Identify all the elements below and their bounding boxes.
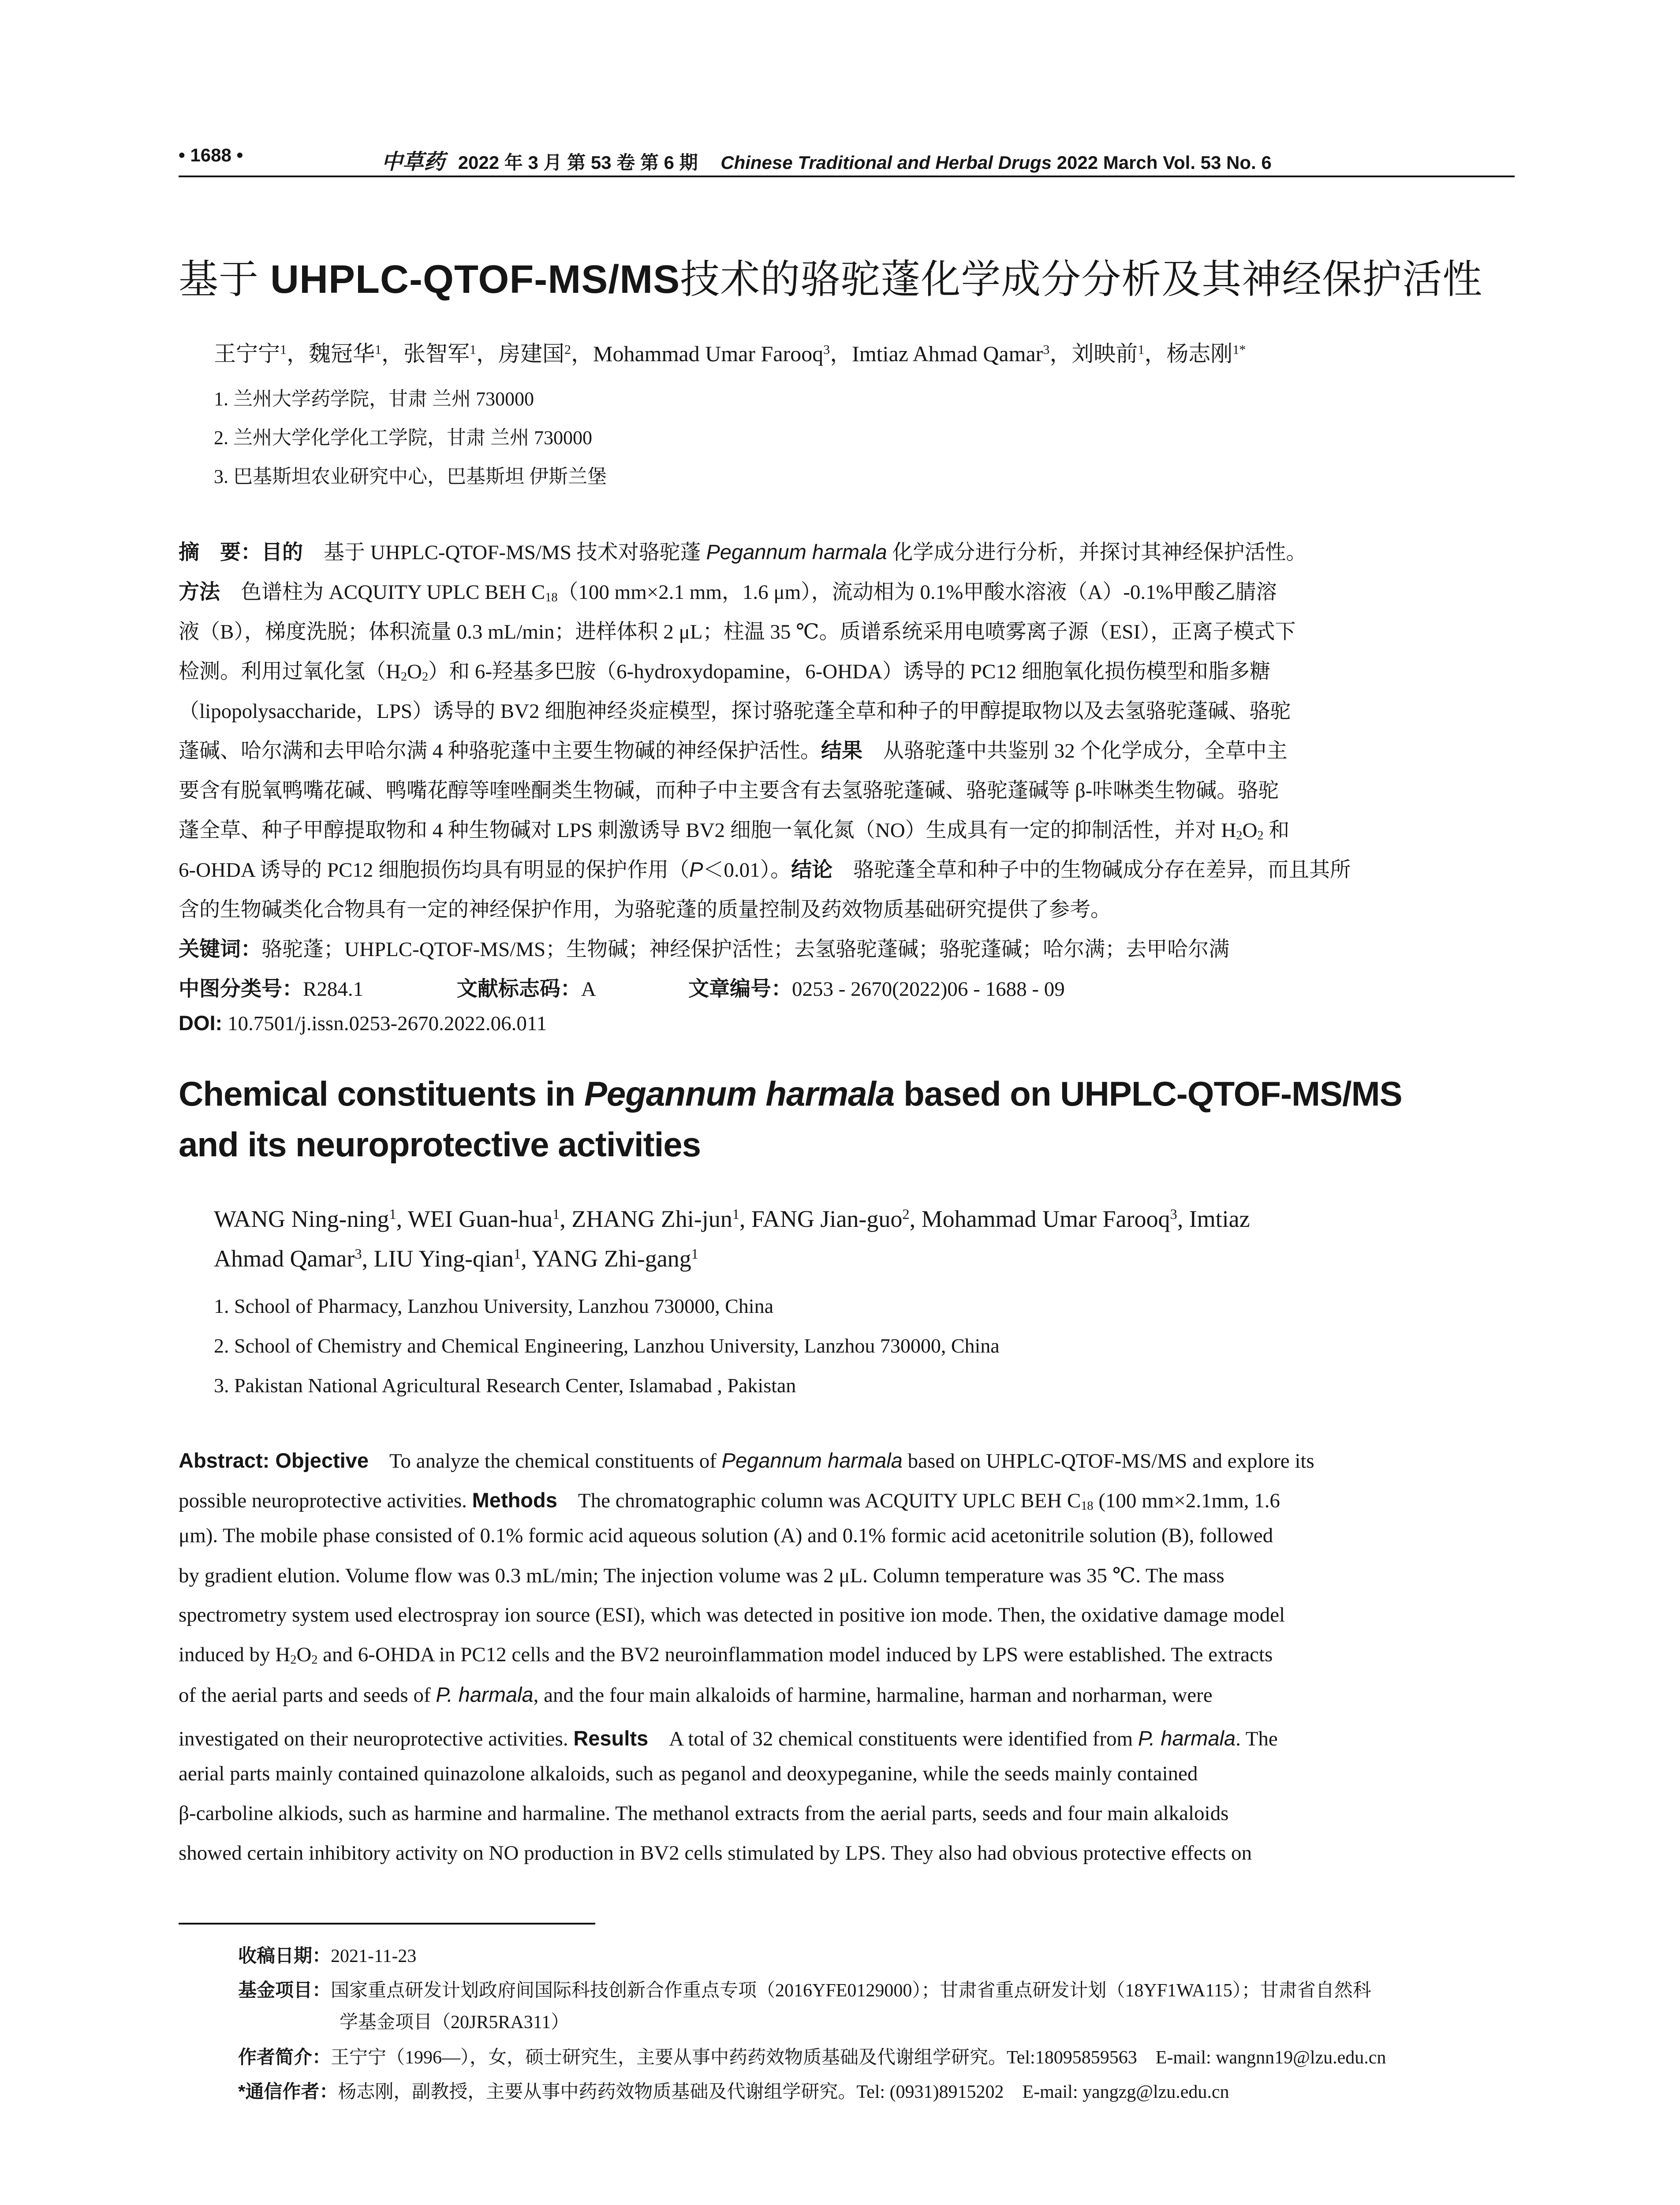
- doc-code-label: 文献标志码：: [456, 977, 581, 1000]
- text: （100 mm×2.1 mm，1.6 μm），流动相为 0.1%甲酸水溶液（A）-0.1%甲酸乙腈溶: [557, 581, 1277, 604]
- affiliation-cn-2: 2. 兰州大学化学化工学院，甘肃 兰州 730000: [214, 427, 592, 448]
- fund-label: 基金项目：: [238, 1980, 331, 2000]
- corresponding-value: 杨志刚，副教授，主要从事中药药效物质基础及代谢组学研究。Tel: (0931)8915202 E-mail: yangzg@lzu.edu.cn: [338, 2082, 1229, 2102]
- text: 和: [1263, 819, 1290, 842]
- author-bio: [238, 2043, 1386, 2069]
- conclusion-label: 结论: [791, 858, 833, 881]
- author-name: , Mohammad Umar Farooq: [909, 1206, 1170, 1232]
- author-sup: 2: [902, 1207, 910, 1223]
- affiliation-en-2: 2. School of Chemistry and Chemical Engineering, Lanzhou University, Lanzhou 730000, China: [214, 1334, 1000, 1357]
- text: 蓬碱、哈尔满和去甲哈尔满 4 种骆驼蓬中主要生物碱的神经保护活性。: [179, 740, 821, 762]
- journal-line: [381, 145, 1272, 175]
- text: O: [407, 660, 422, 683]
- text: A total of 32 chemical constituents were identified from: [648, 1727, 1138, 1750]
- affiliation-en-1: 1. School of Pharmacy, Lanzhou University, Lanzhou 730000, China: [214, 1295, 773, 1317]
- text: 骆驼蓬全草和种子中的生物碱成分存在差异，而且其所: [833, 859, 1351, 882]
- clc-value: R284.1: [303, 978, 364, 1001]
- affiliation-cn-1: 1. 兰州大学药学院，甘肃 兰州 730000: [214, 388, 534, 410]
- text: based on UHPLC-QTOF-MS/MS and explore its: [902, 1450, 1314, 1472]
- abstract-cn-line: [179, 655, 1515, 684]
- corresponding-author: [238, 2077, 1229, 2104]
- abstract-label: 摘 要：: [179, 540, 261, 564]
- article-no-value: 0253 - 2670(2022)06 - 1688 - 09: [791, 978, 1065, 1001]
- methods-en-label: Methods: [472, 1488, 557, 1512]
- abstract-cn-line: [179, 734, 1515, 764]
- page-number: • 1688 •: [179, 145, 243, 165]
- author-name: 王宁宁: [214, 341, 280, 366]
- text: 色谱柱为 ACQUITY UPLC BEH C: [220, 581, 545, 604]
- text: ＜0.01）。: [703, 859, 791, 882]
- text: . The: [1236, 1727, 1278, 1750]
- species-name: Pegannum harmala: [584, 1074, 895, 1113]
- species-name: Pegannum harmala: [721, 1449, 903, 1472]
- text: and 6-OHDA in PC12 cells and the BV2 neuroinflammation model induced by LPS were established. The extracts: [317, 1643, 1273, 1666]
- author-name: WANG Ning-ning: [214, 1206, 389, 1232]
- text: based on UHPLC-QTOF-MS/MS: [894, 1074, 1402, 1113]
- author-name: , Imtiaz: [1177, 1206, 1250, 1232]
- text: 从骆驼蓬中共鉴别 32 个化学成分，全草中主: [862, 740, 1288, 762]
- en-title-line-2: and its neuroprotective activities: [179, 1125, 701, 1164]
- abstract-cn-line: [179, 536, 1515, 565]
- author-name: Imtiaz Ahmad Qamar: [852, 341, 1043, 366]
- abstract-en-line: by gradient elution. Volume flow was 0.3 mL/min; The injection volume was 2 μL. Column temperature was 35 ℃. The mass: [179, 1564, 1225, 1587]
- cn-title-prefix: 基于: [179, 258, 271, 302]
- text: O: [296, 1643, 312, 1666]
- cn-issue: 2022 年 3 月 第 53 卷 第 6 期: [458, 152, 698, 173]
- cn-title-suffix: 技术的骆驼蓬化学成分分析及其神经保护活性: [680, 258, 1483, 302]
- author-sup: 1*: [1232, 342, 1246, 357]
- author-sup: 3: [1043, 342, 1050, 357]
- text: (100 mm×2.1mm, 1.6: [1093, 1489, 1280, 1512]
- en-journal-name: Chinese Traditional and Herbal Drugs: [721, 152, 1052, 173]
- doi-value: 10.7501/j.issn.0253-2670.2022.06.011: [222, 1012, 547, 1035]
- footnote-rule: [179, 1923, 595, 1925]
- cn-title: [179, 247, 1482, 304]
- keywords-text: 骆驼蓬；UHPLC-QTOF-MS/MS；生物碱；神经保护活性；去氢骆驼蓬碱；骆驼蓬碱；哈尔满；去甲哈尔满: [261, 938, 1230, 961]
- running-header: [179, 145, 1515, 174]
- subscript: 2: [311, 1653, 318, 1667]
- text: induced by H: [179, 1643, 291, 1666]
- en-title-line-1: [179, 1074, 1402, 1114]
- methods-label: 方法: [179, 580, 220, 603]
- fund-line-2: 学基金项目（20JR5RA311）: [340, 2012, 570, 2033]
- text: , and the four main alkaloids of harmine, harmaline, harman and norharman, were: [533, 1684, 1213, 1707]
- affiliation-en-3: 3. Pakistan National Agricultural Research Center, Islamabad , Pakistan: [214, 1374, 796, 1397]
- sep: ，: [1049, 341, 1072, 366]
- abstract-cn-line: [179, 576, 1515, 605]
- abstract-en-line: [179, 1643, 1515, 1667]
- text: 基于 UHPLC-QTOF-MS/MS 技术对骆驼蓬: [303, 541, 706, 564]
- abstract-en-line: showed certain inhibitory activity on NO production in BV2 cells stimulated by LPS. They also had obvious protective effects on: [179, 1842, 1252, 1865]
- author-bio-label: 作者简介：: [238, 2047, 331, 2067]
- abstract-cn-line: 要含有脱氧鸭嘴花碱、鸭嘴花醇等喹唑酮类生物碱，而种子中主要含有去氢骆驼蓬碱、骆驼蓬碱等 β-咔啉类生物碱。骆驼: [179, 779, 1279, 802]
- text: The chromatographic column was ACQUITY UPLC BEH C: [557, 1489, 1081, 1512]
- received-label: 收稿日期：: [238, 1945, 331, 1966]
- abstract-en-line: [179, 1484, 1515, 1514]
- author-name: Ahmad Qamar: [214, 1245, 355, 1272]
- sep: ，: [571, 341, 593, 366]
- abstract-cn-line: [179, 814, 1515, 843]
- fund-value: 国家重点研发计划政府间国际科技创新合作重点专项（2016YFE0129000）；甘肃省重点研发计划（18YF1WA115）；甘肃省自然科: [331, 1981, 1371, 2001]
- author-name: , FANG Jian-guo: [739, 1206, 903, 1232]
- subscript: 2: [1236, 829, 1243, 843]
- results-label: 结果: [821, 739, 862, 762]
- author-name: 房建国: [498, 341, 564, 366]
- abstract-cn-line: 含的生物碱类化合物具有一定的神经保护作用，为骆驼蓬的质量控制及药效物质基础研究提供了参考。: [179, 898, 1111, 921]
- p-value-symbol: P: [689, 858, 703, 881]
- journal-logo: 中草药: [381, 149, 445, 174]
- sep: ，: [830, 341, 852, 366]
- text: ）和 6-羟基多巴胺（6-hydroxydopamine，6-OHDA）诱导的 PC12 细胞氧化损伤模型和脂多糖: [428, 660, 1271, 683]
- author-name: 张智军: [403, 341, 470, 366]
- fund-line-1: [238, 1976, 1371, 2002]
- author-sup: 3: [355, 1246, 362, 1263]
- subscript: 2: [422, 670, 429, 684]
- abstract-en-line: β-carboline alkiods, such as harmine and harmaline. The methanol extracts from the aerial parts, seeds and four main alkaloids: [179, 1802, 1229, 1825]
- abstract-en-label: Abstract: Objective: [179, 1449, 369, 1472]
- objective-label: 目的: [261, 540, 303, 564]
- sep: ，: [476, 341, 498, 366]
- abstract-cn-line: 液（B），梯度洗脱；体积流量 0.3 mL/min；进样体积 2 μL；柱温 35 ℃。质谱系统采用电喷雾离子源（ESI），正离子模式下: [179, 620, 1296, 643]
- abstract-en-line: [179, 1682, 1515, 1707]
- cn-title-method: UHPLC-QTOF-MS/MS: [270, 258, 680, 302]
- author-sup: 3: [1170, 1207, 1177, 1223]
- author-sup: 1: [553, 1207, 560, 1223]
- abstract-en-line: [179, 1444, 1515, 1474]
- header-rule: [179, 176, 1515, 177]
- subscript: 2: [400, 670, 407, 684]
- classification-line: [179, 972, 1515, 1002]
- en-issue: 2022 March Vol. 53 No. 6: [1057, 152, 1272, 173]
- text: possible neuroprotective activities.: [179, 1489, 472, 1512]
- abstract-en-line: aerial parts mainly contained quinazolone alkaloids, such as peganol and deoxypeganine, while the seeds mainly contained: [179, 1762, 1198, 1785]
- author-bio-value: 王宁宁（1996—），女，硕士研究生，主要从事中药药效物质基础及代谢组学研究。Tel:18095859563 E-mail: wangnn19@lzu.edu.cn: [331, 2048, 1386, 2068]
- authors-en-line-2: [214, 1245, 698, 1272]
- text: 检测。利用过氧化氢（H: [179, 660, 401, 683]
- text: To analyze the chemical constituents of: [368, 1450, 722, 1472]
- author-sup: 1: [732, 1207, 739, 1223]
- author-sup: 3: [823, 342, 830, 357]
- author-name: , WEI Guan-hua: [396, 1206, 553, 1232]
- species-name: P. harmala: [1138, 1727, 1236, 1750]
- species-name: Pegannum harmala: [706, 540, 887, 564]
- author-name: Mohammad Umar Farooq: [593, 341, 824, 366]
- abstract-en-line: [179, 1722, 1515, 1752]
- author-name: 杨志刚: [1166, 341, 1233, 366]
- author-sup: 1: [375, 342, 381, 357]
- received-value: 2021-11-23: [331, 1946, 417, 1966]
- text: investigated on their neuroprotective activities.: [179, 1727, 574, 1750]
- doi-line: [179, 1011, 1515, 1035]
- doi-label: DOI:: [179, 1011, 223, 1035]
- subscript: 2: [290, 1653, 297, 1667]
- keywords-cn: [179, 933, 1515, 962]
- doc-code-value: A: [581, 978, 595, 1001]
- author-name: 魏冠华: [309, 341, 375, 366]
- keywords-label: 关键词：: [179, 937, 261, 960]
- text: 6-OHDA 诱导的 PC12 细胞损伤均具有明显的保护作用（: [179, 859, 690, 882]
- corresponding-label: *通信作者：: [238, 2081, 338, 2102]
- clc-label: 中图分类号：: [179, 977, 303, 1000]
- article-no-label: 文章编号：: [688, 977, 792, 1000]
- author-name: 刘映前: [1071, 341, 1138, 366]
- author-name: , ZHANG Zhi-jun: [560, 1206, 732, 1232]
- text: 化学成分进行分析，并探讨其神经保护活性。: [887, 541, 1307, 564]
- received-date: [238, 1941, 416, 1968]
- text: O: [1242, 819, 1258, 842]
- author-sup: 1: [691, 1246, 698, 1263]
- author-name: , YANG Zhi-gang: [521, 1245, 691, 1272]
- author-sup: 1: [280, 342, 287, 357]
- abstract-en-line: spectrometry system used electrospray ion source (ESI), which was detected in positive ion mode. Then, the oxidative damage model: [179, 1603, 1285, 1626]
- author-sup: 1: [1138, 342, 1145, 357]
- authors-en-line-1: [214, 1205, 1250, 1233]
- subscript: 18: [1081, 1499, 1094, 1513]
- author-name: , LIU Ying-qian: [362, 1245, 514, 1272]
- subscript: 18: [545, 590, 558, 605]
- sep: ，: [381, 341, 403, 366]
- author-sup: 2: [564, 342, 571, 357]
- abstract-cn-line: （lipopolysaccharide，LPS）诱导的 BV2 细胞神经炎症模型，探讨骆驼蓬全草和种子的甲醇提取物以及去氢骆驼蓬碱、骆驼: [179, 700, 1291, 723]
- text: 蓬全草、种子甲醇提取物和 4 种生物碱对 LPS 刺激诱导 BV2 细胞一氧化氮（NO）生成具有一定的抑制活性，并对 H: [179, 819, 1236, 842]
- author-sup: 1: [389, 1207, 396, 1223]
- sep: ，: [1144, 341, 1167, 366]
- author-sup: 1: [514, 1246, 521, 1263]
- species-name: P. harmala: [436, 1683, 534, 1706]
- subscript: 2: [1257, 829, 1264, 843]
- abstract-cn-line: [179, 853, 1515, 883]
- text: Chemical constituents in: [179, 1074, 584, 1113]
- abstract-en-line: μm). The mobile phase consisted of 0.1% formic acid aqueous solution (A) and 0.1% formic acid acetonitrile solution (B), followed: [179, 1524, 1273, 1547]
- authors-cn: [214, 336, 1246, 368]
- sep: ，: [287, 341, 309, 366]
- results-en-label: Results: [573, 1727, 649, 1750]
- affiliation-cn-3: 3. 巴基斯坦农业研究中心，巴基斯坦 伊斯兰堡: [214, 466, 607, 487]
- text: of the aerial parts and seeds of: [179, 1684, 436, 1707]
- author-sup: 1: [470, 342, 476, 357]
